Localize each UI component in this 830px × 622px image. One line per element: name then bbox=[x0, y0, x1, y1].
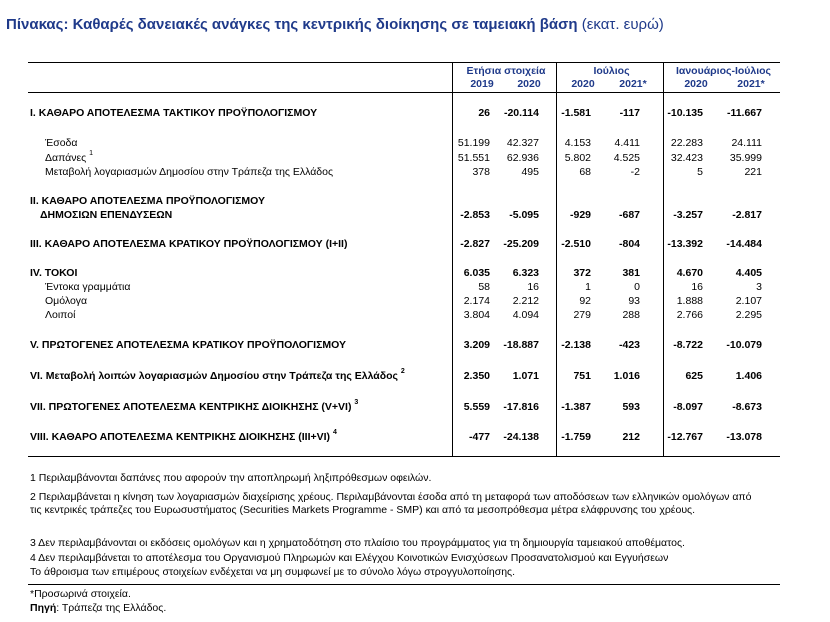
table-row bbox=[30, 281, 780, 295]
footnote-marker: 2 bbox=[400, 368, 405, 375]
row-label: Ομόλογα bbox=[45, 295, 88, 307]
cell-value: -2.827 bbox=[460, 238, 490, 250]
cell-value: 42.327 bbox=[506, 137, 539, 149]
cell-value: -929 bbox=[569, 209, 591, 221]
cell-value: 5.802 bbox=[564, 152, 591, 164]
row-label: VIII. ΚΑΘΑΡΟ ΑΠΟΤΕΛΕΣΜΑ ΚΕΝΤΡΙΚΗΣ ΔΙΟΙΚΗΣΗΣ (III+VI) bbox=[30, 431, 331, 443]
cell-value: 68 bbox=[579, 166, 591, 178]
table-row bbox=[30, 401, 780, 415]
cell-value: 24.111 bbox=[731, 137, 762, 149]
row-label-wrap bbox=[30, 401, 358, 413]
cell-value: 4.405 bbox=[735, 267, 762, 279]
cell-value: 751 bbox=[573, 370, 591, 382]
rounding-note: Το άθροισμα των επιμέρους στοιχείων ενδέχεται να μη συμφωνεί με το σύνολο λόγω στρογγυλοποίησης. bbox=[30, 566, 516, 578]
row-label: Μεταβολή λογαριασμών Δημοσίου στην Τράπεζα της Ελλάδος bbox=[45, 166, 334, 178]
cell-value: -10.079 bbox=[726, 339, 762, 351]
table-row bbox=[30, 431, 780, 445]
header-year: 2020 bbox=[571, 78, 595, 90]
cell-value: 5.559 bbox=[463, 401, 490, 413]
footnote-2: 2 Περιλαμβάνεται η κίνηση των λογαριασμών διαχείρισης χρέους. Περιλαμβάνονται έσοδα από τη μεταφορά των αποδόσεων των ελληνικών ομολόγων από τις κεντρικές τράπεζες του Ευρωσυστήματος (Securities Markets Programme - SMP) και από τα μεσοπρόθεσμα μέτρα ελάφρυνσης του χρέους. bbox=[30, 491, 752, 516]
header-year: 2020 bbox=[684, 78, 708, 90]
table-row bbox=[30, 195, 780, 209]
cell-value: 4.153 bbox=[564, 137, 591, 149]
cell-value: 35.999 bbox=[729, 152, 762, 164]
cell-value: -18.887 bbox=[503, 339, 539, 351]
cell-value: 2.107 bbox=[735, 295, 762, 307]
title-unit: (εκατ. ευρώ) bbox=[581, 16, 664, 33]
header-bottom-rule bbox=[28, 92, 780, 93]
cell-value: 6.323 bbox=[512, 267, 539, 279]
cell-value: -3.257 bbox=[673, 209, 703, 221]
header-year: 2020 bbox=[517, 78, 541, 90]
cell-value: -1.759 bbox=[561, 431, 591, 443]
source-label: Πηγή bbox=[30, 602, 57, 614]
column-divider-july bbox=[663, 62, 664, 456]
cell-value: 51.551 bbox=[457, 152, 490, 164]
cell-value: -17.816 bbox=[503, 401, 539, 413]
cell-value: 4.670 bbox=[676, 267, 703, 279]
cell-value: -2.853 bbox=[460, 209, 490, 221]
cell-value: 92 bbox=[579, 295, 591, 307]
row-label: Έσοδα bbox=[45, 137, 78, 149]
cell-value: -25.209 bbox=[503, 238, 539, 250]
row-label: V. ΠΡΩΤΟΓΕΝΕΣ ΑΠΟΤΕΛΕΣΜΑ ΚΡΑΤΙΚΟΥ ΠΡΟΫΠΟΛΟΓΙΣΜΟΥ bbox=[30, 339, 347, 351]
row-label: I. ΚΑΘΑΡΟ ΑΠΟΤΕΛΕΣΜΑ ΤΑΚΤΙΚΟΥ ΠΡΟΫΠΟΛΟΓΙΣΜΟΥ bbox=[30, 107, 318, 119]
table-row bbox=[30, 209, 780, 223]
cell-value: -10.135 bbox=[667, 107, 703, 119]
table-row bbox=[30, 295, 780, 309]
cell-value: -2.817 bbox=[732, 209, 762, 221]
cell-value: 381 bbox=[622, 267, 640, 279]
cell-value: 4.094 bbox=[512, 309, 539, 321]
cell-value: 1.071 bbox=[512, 370, 539, 382]
cell-value: -8.097 bbox=[673, 401, 703, 413]
cell-value: 0 bbox=[634, 281, 640, 293]
cell-value: 2.295 bbox=[735, 309, 762, 321]
cell-value: 2.212 bbox=[512, 295, 539, 307]
cell-value: 1.406 bbox=[735, 370, 762, 382]
table-row bbox=[30, 267, 780, 281]
row-label: ΔΗΜΟΣΙΩΝ ΕΠΕΝΔΥΣΕΩΝ bbox=[40, 209, 173, 221]
header-year: 2021* bbox=[737, 78, 765, 90]
row-label: III. ΚΑΘΑΡΟ ΑΠΟΤΕΛΕΣΜΑ ΚΡΑΤΙΚΟΥ ΠΡΟΫΠΟΛΟΓΙΣΜΟΥ (I+II) bbox=[30, 238, 348, 250]
header-group-july: Ιούλιος bbox=[593, 65, 630, 77]
column-divider-label bbox=[452, 62, 453, 456]
cell-value: -13.392 bbox=[667, 238, 703, 250]
cell-value: -24.138 bbox=[503, 431, 539, 443]
cell-value: 1.888 bbox=[676, 295, 703, 307]
cell-value: -11.667 bbox=[726, 107, 762, 119]
cell-value: 279 bbox=[573, 309, 591, 321]
row-label: VII. ΠΡΩΤΟΓΕΝΕΣ ΑΠΟΤΕΛΕΣΜΑ ΚΕΝΤΡΙΚΗΣ ΔΙΟΙΚΗΣΗΣ (V+VI) bbox=[30, 401, 352, 413]
row-label: VI. Μεταβολή λοιπών λογαριασμών Δημοσίου στην Τράπεζα της Ελλάδος bbox=[30, 370, 398, 382]
table-row bbox=[30, 107, 780, 121]
cell-value: -20.114 bbox=[503, 107, 539, 119]
cell-value: 58 bbox=[478, 281, 490, 293]
cell-value: 288 bbox=[622, 309, 640, 321]
cell-value: 378 bbox=[472, 166, 490, 178]
cell-value: 32.423 bbox=[670, 152, 703, 164]
cell-value: -423 bbox=[618, 339, 640, 351]
cell-value: 51.199 bbox=[457, 137, 490, 149]
cell-value: 1 bbox=[585, 281, 591, 293]
cell-value: -117 bbox=[619, 107, 640, 119]
cell-value: -1.581 bbox=[561, 107, 591, 119]
row-label: Δαπάνες bbox=[45, 152, 87, 164]
cell-value: 4.525 bbox=[613, 152, 640, 164]
footnotes-bottom-rule bbox=[28, 584, 780, 585]
cell-value: -477 bbox=[468, 431, 490, 443]
row-label-wrap bbox=[45, 152, 93, 164]
header-group-annual: Ετήσια στοιχεία bbox=[466, 65, 546, 77]
table-row bbox=[30, 166, 780, 180]
source-text: : Τράπεζα της Ελλάδος. bbox=[56, 602, 167, 614]
table-row bbox=[30, 238, 780, 252]
footnote-3: 3 Δεν περιλαμβάνονται οι εκδόσεις ομολόγων και η χρηματοδότηση στο πλαίσιο του προγράμματος για τη δημιουργία ταμειακού αποθέματος. bbox=[30, 537, 685, 549]
table-row bbox=[30, 137, 780, 151]
table-row bbox=[30, 370, 780, 384]
header-group-jan-july: Ιανουάριος-Ιούλιος bbox=[675, 65, 772, 77]
row-label: IV. ΤΟΚΟΙ bbox=[30, 267, 78, 279]
row-label: Έντοκα γραμμάτια bbox=[45, 281, 131, 293]
cell-value: 16 bbox=[691, 281, 703, 293]
cell-value: -804 bbox=[618, 238, 640, 250]
cell-value: 93 bbox=[628, 295, 640, 307]
table-row bbox=[30, 309, 780, 323]
footnote-marker: 1 bbox=[89, 150, 94, 157]
cell-value: -1.387 bbox=[561, 401, 591, 413]
cell-value: 495 bbox=[521, 166, 539, 178]
cell-value: 26 bbox=[478, 107, 490, 119]
table-row bbox=[30, 152, 780, 166]
cell-value: 593 bbox=[622, 401, 640, 413]
cell-value: 372 bbox=[573, 267, 591, 279]
table-row bbox=[30, 339, 780, 353]
header-year: 2019 bbox=[470, 78, 494, 90]
table-bottom-rule bbox=[28, 456, 780, 457]
footnote-1: 1 Περιλαμβάνονται δαπάνες που αφορούν την αποπληρωμή ληξιπρόθεσμων οφειλών. bbox=[30, 472, 432, 484]
cell-value: 5 bbox=[697, 166, 703, 178]
footnote-marker: 4 bbox=[332, 429, 337, 436]
row-label-wrap bbox=[30, 431, 337, 443]
cell-value: 1.016 bbox=[613, 370, 640, 382]
cell-value: 625 bbox=[685, 370, 703, 382]
provisional-note: *Προσωρινά στοιχεία. bbox=[30, 588, 131, 600]
cell-value: 221 bbox=[744, 166, 762, 178]
cell-value: -2.510 bbox=[561, 238, 591, 250]
title-text: Πίνακας: Καθαρές δανειακές ανάγκες της κεντρικής διοίκησης σε ταμειακή βάση bbox=[6, 16, 578, 33]
row-label: Λοιποί bbox=[45, 309, 76, 321]
footnote-marker: 3 bbox=[354, 399, 359, 406]
cell-value: -687 bbox=[618, 209, 640, 221]
cell-value: 6.035 bbox=[463, 267, 490, 279]
cell-value: 3.209 bbox=[463, 339, 490, 351]
cell-value: 212 bbox=[622, 431, 640, 443]
cell-value: -8.722 bbox=[673, 339, 703, 351]
cell-value: -12.767 bbox=[667, 431, 703, 443]
cell-value: 2.350 bbox=[463, 370, 490, 382]
cell-value: 62.936 bbox=[506, 152, 539, 164]
cell-value: 16 bbox=[527, 281, 539, 293]
footnote-4: 4 Δεν περιλαμβάνεται το αποτέλεσμα του Οργανισμού Πληρωμών και Ελέγχου Κοινοτικών Ενισχύσεων Προσανατολισμού και Εγγυήσεων bbox=[30, 552, 669, 564]
cell-value: -2.138 bbox=[561, 339, 591, 351]
cell-value: 3 bbox=[756, 281, 762, 293]
cell-value: 4.411 bbox=[614, 137, 640, 149]
source-note bbox=[30, 602, 770, 615]
header-year: 2021* bbox=[619, 78, 647, 90]
column-divider-annual bbox=[556, 62, 557, 456]
cell-value: -8.673 bbox=[732, 401, 762, 413]
cell-value: 3.804 bbox=[463, 309, 490, 321]
cell-value: -13.078 bbox=[726, 431, 762, 443]
cell-value: 2.174 bbox=[463, 295, 490, 307]
table-top-rule bbox=[28, 62, 780, 63]
cell-value: -2 bbox=[630, 166, 640, 178]
row-label: II. ΚΑΘΑΡΟ ΑΠΟΤΕΛΕΣΜΑ ΠΡΟΫΠΟΛΟΓΙΣΜΟΥ bbox=[30, 195, 265, 207]
row-label-wrap bbox=[30, 370, 405, 382]
cell-value: 22.283 bbox=[670, 137, 703, 149]
cell-value: 2.766 bbox=[676, 309, 703, 321]
table-title bbox=[6, 16, 664, 33]
cell-value: -5.095 bbox=[509, 209, 539, 221]
cell-value: -14.484 bbox=[726, 238, 762, 250]
